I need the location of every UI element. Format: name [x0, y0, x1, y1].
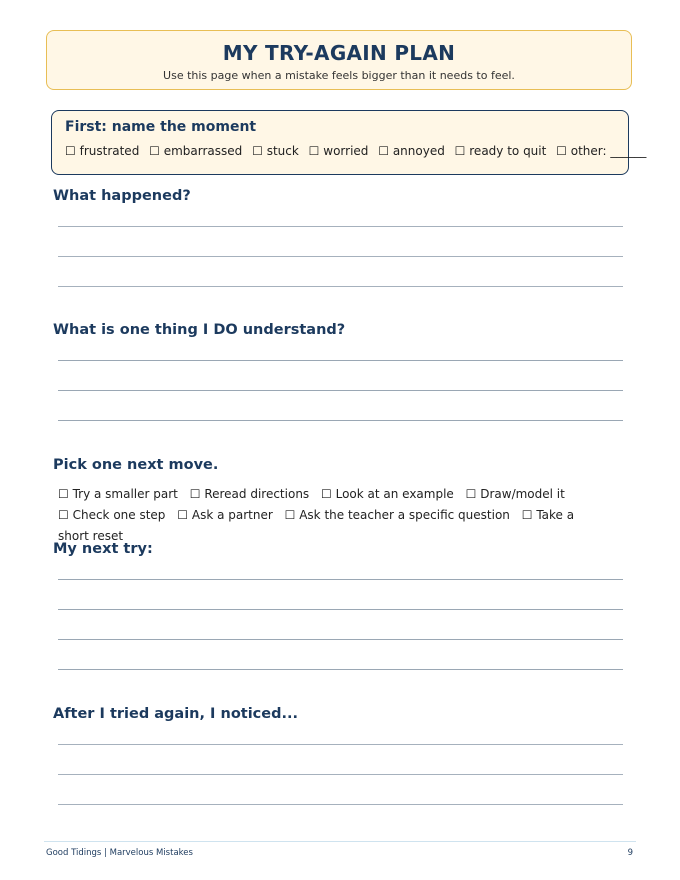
heading-pick-move: Pick one next move. — [53, 457, 219, 473]
checkbox-icon: ☐ — [308, 144, 320, 158]
writing-line[interactable] — [58, 226, 623, 227]
writing-line[interactable] — [58, 256, 623, 257]
writing-line[interactable] — [58, 744, 623, 745]
moment-box — [51, 110, 647, 175]
moment-option[interactable]: ☐ other: ______ — [556, 144, 647, 158]
move-option[interactable]: ☐ Look at an example — [321, 487, 454, 501]
moment-option[interactable]: ☐ annoyed — [378, 144, 445, 158]
page-subtitle: Use this page when a mistake feels bigger than it needs to feel. — [163, 69, 515, 82]
title-box — [46, 30, 632, 90]
writing-line[interactable] — [58, 639, 623, 640]
checkbox-icon: ☐ — [465, 487, 477, 501]
checkbox-icon: ☐ — [521, 508, 533, 522]
writing-line[interactable] — [58, 360, 623, 361]
next-move-options — [58, 484, 578, 547]
move-option[interactable]: ☐ Take a short reset — [58, 508, 575, 543]
checkbox-icon: ☐ — [556, 144, 567, 158]
move-option[interactable]: ☐ Ask the teacher a specific question — [284, 508, 510, 522]
writing-line[interactable] — [58, 579, 623, 580]
moment-option[interactable]: ☐ worried — [308, 144, 369, 158]
page-number: 9 — [627, 848, 633, 858]
checkbox-icon: ☐ — [284, 508, 296, 522]
heading-next-try: My next try: — [53, 541, 153, 557]
moment-option[interactable]: ☐ stuck — [252, 144, 299, 158]
writing-line[interactable] — [58, 390, 623, 391]
checkbox-icon: ☐ — [177, 508, 189, 522]
moment-option[interactable]: ☐ frustrated — [65, 144, 140, 158]
heading-what-happened: What happened? — [53, 188, 191, 204]
move-option[interactable]: ☐ Ask a partner — [177, 508, 273, 522]
checkbox-icon: ☐ — [149, 144, 160, 158]
move-option[interactable]: ☐ Try a smaller part — [58, 487, 178, 501]
footer-text: Good Tidings | Marvelous Mistakes — [46, 848, 193, 858]
checkbox-icon: ☐ — [65, 144, 76, 158]
writing-line[interactable] — [58, 420, 623, 421]
checkbox-icon: ☐ — [378, 144, 389, 158]
move-option[interactable]: ☐ Check one step — [58, 508, 166, 522]
writing-line[interactable] — [58, 609, 623, 610]
checkbox-icon: ☐ — [58, 508, 69, 522]
footer-rule — [44, 841, 636, 842]
moment-options — [65, 144, 652, 158]
heading-understand: What is one thing I DO understand? — [53, 322, 346, 338]
checkbox-icon: ☐ — [58, 487, 69, 501]
moment-label: First: name the moment — [65, 119, 257, 135]
heading-after: After I tried again, I noticed... — [53, 706, 299, 722]
move-option[interactable]: ☐ Draw/model it — [465, 487, 565, 501]
checkbox-icon: ☐ — [189, 487, 201, 501]
writing-line[interactable] — [58, 669, 623, 670]
writing-line[interactable] — [58, 774, 623, 775]
checkbox-icon: ☐ — [252, 144, 263, 158]
checkbox-icon: ☐ — [321, 487, 332, 501]
writing-line[interactable] — [58, 804, 623, 805]
move-option[interactable]: ☐ Reread directions — [189, 487, 310, 501]
page-title: MY TRY-AGAIN PLAN — [222, 41, 456, 65]
checkbox-icon: ☐ — [454, 144, 466, 158]
moment-option[interactable]: ☐ embarrassed — [149, 144, 243, 158]
writing-line[interactable] — [58, 286, 623, 287]
moment-option[interactable]: ☐ ready to quit — [454, 144, 547, 158]
